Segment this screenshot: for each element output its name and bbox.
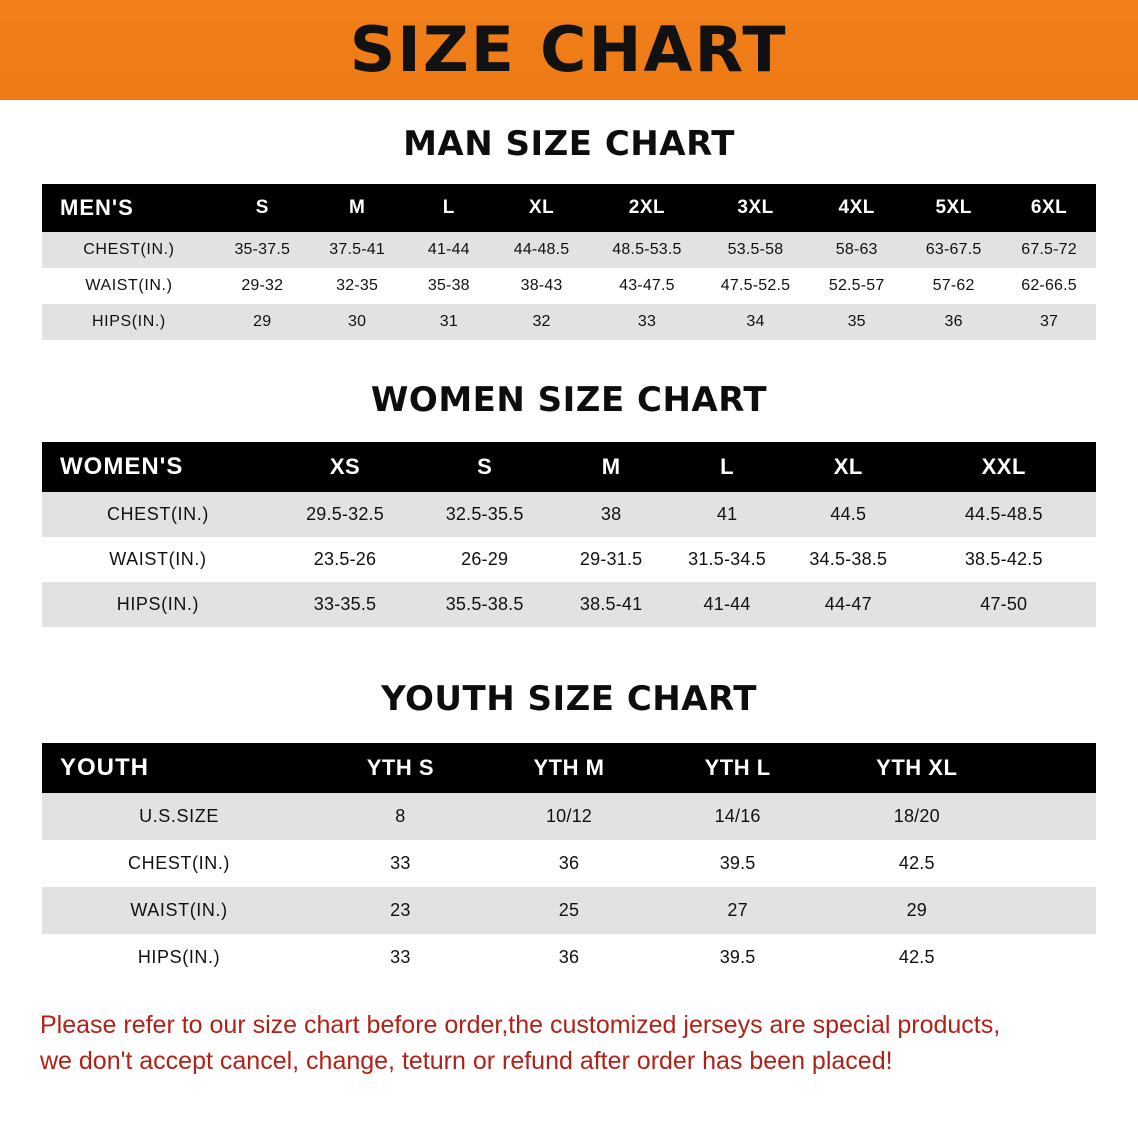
youth-header-cell: YTH L bbox=[704, 755, 771, 780]
table-cell: 37 bbox=[1039, 313, 1059, 330]
table-cell: 32-35 bbox=[336, 277, 379, 294]
women-table-wrap bbox=[0, 442, 1138, 627]
man-header-cell: L bbox=[442, 197, 455, 218]
youth-header-cell: YTH S bbox=[366, 755, 434, 780]
women-header-cell: XXL bbox=[981, 454, 1026, 479]
table-cell: 35 bbox=[847, 313, 866, 330]
man-header-cell: XL bbox=[528, 197, 555, 218]
youth-table-wrap bbox=[0, 743, 1138, 981]
table-cell: 29.5-32.5 bbox=[306, 504, 384, 524]
table-row bbox=[42, 232, 1096, 268]
man-section-title: MAN SIZE CHART bbox=[403, 124, 735, 164]
table-cell: 36 bbox=[944, 313, 963, 330]
table-cell: 25 bbox=[558, 900, 580, 920]
women-header-cell: XS bbox=[329, 454, 361, 479]
table-cell: 34.5-38.5 bbox=[809, 549, 888, 569]
table-cell: 41 bbox=[716, 504, 738, 524]
youth-size-table bbox=[42, 743, 1096, 981]
man-header-cell: 5XL bbox=[935, 197, 972, 218]
table-cell-spacer bbox=[1012, 887, 1096, 934]
table-cell: 38.5-42.5 bbox=[964, 549, 1043, 569]
table-cell: 67.5-72 bbox=[1021, 241, 1077, 258]
youth-header-cell: YOUTH bbox=[60, 754, 149, 781]
women-size-table bbox=[42, 442, 1096, 627]
table-cell-spacer bbox=[1012, 840, 1096, 887]
youth-section-title: YOUTH SIZE CHART bbox=[381, 679, 757, 719]
man-header-cell: 4XL bbox=[838, 197, 875, 218]
table-cell: 27 bbox=[727, 900, 748, 920]
table-row bbox=[42, 492, 1096, 537]
row-label: CHEST(IN.) bbox=[128, 853, 231, 873]
row-label: WAIST(IN.) bbox=[109, 549, 207, 569]
table-row bbox=[42, 268, 1096, 304]
table-cell: 63-67.5 bbox=[925, 241, 982, 258]
table-cell: 41-44 bbox=[427, 241, 470, 258]
table-row bbox=[42, 887, 1096, 934]
table-cell: 35-38 bbox=[427, 277, 470, 294]
row-label: CHEST(IN.) bbox=[106, 504, 209, 524]
table-cell: 29 bbox=[253, 313, 272, 330]
man-header-cell: 3XL bbox=[737, 197, 774, 218]
table-row bbox=[42, 304, 1096, 340]
table-cell: 33-35.5 bbox=[313, 594, 377, 614]
table-cell: 48.5-53.5 bbox=[612, 241, 682, 258]
man-header-cell: S bbox=[255, 197, 269, 218]
table-cell: 38.5-41 bbox=[579, 594, 643, 614]
page-title: SIZE CHART bbox=[350, 13, 788, 86]
table-cell: 29-32 bbox=[241, 277, 284, 294]
table-cell: 39.5 bbox=[719, 947, 756, 967]
table-cell: 35.5-38.5 bbox=[445, 594, 524, 614]
man-header-cell: MEN'S bbox=[60, 195, 134, 220]
youth-table-header-row bbox=[42, 743, 1096, 793]
table-cell: 23 bbox=[390, 900, 411, 920]
table-row bbox=[42, 934, 1096, 981]
table-row bbox=[42, 793, 1096, 840]
table-row bbox=[42, 537, 1096, 582]
table-cell: 33 bbox=[390, 947, 411, 967]
table-cell: 18/20 bbox=[893, 806, 940, 826]
table-cell: 29 bbox=[906, 900, 927, 920]
row-label: CHEST(IN.) bbox=[83, 241, 175, 258]
table-cell: 36 bbox=[558, 947, 580, 967]
table-cell: 33 bbox=[637, 313, 657, 330]
table-cell: 47-50 bbox=[980, 594, 1028, 614]
table-cell-spacer bbox=[1012, 793, 1096, 840]
table-cell: 23.5-26 bbox=[313, 549, 377, 569]
women-header-cell: S bbox=[477, 454, 493, 479]
table-cell: 39.5 bbox=[719, 853, 756, 873]
table-cell: 41-44 bbox=[703, 594, 751, 614]
row-label: HIPS(IN.) bbox=[92, 313, 166, 330]
youth-header-cell: YTH M bbox=[533, 755, 605, 780]
table-cell: 14/16 bbox=[714, 806, 761, 826]
row-label: WAIST(IN.) bbox=[130, 900, 228, 920]
table-cell: 38 bbox=[600, 504, 622, 524]
table-row bbox=[42, 582, 1096, 627]
women-header-cell: WOMEN'S bbox=[60, 453, 184, 480]
table-cell: 38-43 bbox=[520, 277, 563, 294]
table-cell: 26-29 bbox=[461, 549, 509, 569]
man-header-cell: 2XL bbox=[628, 197, 666, 218]
table-cell: 62-66.5 bbox=[1021, 277, 1077, 294]
table-cell-spacer bbox=[1012, 934, 1096, 981]
table-cell: 43-47.5 bbox=[619, 277, 675, 294]
row-label: WAIST(IN.) bbox=[85, 277, 173, 294]
man-table-wrap bbox=[0, 184, 1138, 340]
table-cell: 36 bbox=[558, 853, 580, 873]
man-table-header-row bbox=[42, 184, 1096, 232]
table-cell: 31.5-34.5 bbox=[688, 549, 767, 569]
man-header-cell: M bbox=[348, 197, 366, 218]
table-cell: 29-31.5 bbox=[579, 549, 643, 569]
disclaimer-line-2: we don't accept cancel, change, teturn or refund after order has been placed! bbox=[40, 1047, 893, 1076]
women-table-header-row bbox=[42, 442, 1096, 492]
table-cell: 8 bbox=[395, 806, 406, 826]
women-section-title: WOMEN SIZE CHART bbox=[370, 380, 768, 420]
row-label: U.S.SIZE bbox=[139, 806, 219, 826]
women-header-cell: XL bbox=[833, 454, 863, 479]
table-row bbox=[42, 840, 1096, 887]
table-cell: 37.5-41 bbox=[329, 241, 385, 258]
table-cell: 44.5-48.5 bbox=[964, 504, 1043, 524]
table-cell: 33 bbox=[390, 853, 411, 873]
table-cell: 32 bbox=[532, 313, 551, 330]
table-cell: 58-63 bbox=[835, 241, 878, 258]
table-cell: 10/12 bbox=[545, 806, 592, 826]
man-header-cell: 6XL bbox=[1030, 197, 1068, 218]
row-label: HIPS(IN.) bbox=[116, 594, 200, 614]
table-cell: 31 bbox=[439, 313, 458, 330]
row-label: HIPS(IN.) bbox=[137, 947, 221, 967]
disclaimer-note bbox=[40, 1007, 1108, 1080]
table-cell: 30 bbox=[348, 313, 367, 330]
table-cell: 35-37.5 bbox=[234, 241, 291, 258]
table-cell: 42.5 bbox=[898, 947, 935, 967]
table-cell: 44-48.5 bbox=[513, 241, 570, 258]
table-cell: 34 bbox=[746, 313, 765, 330]
man-size-table bbox=[42, 184, 1096, 340]
page-banner bbox=[0, 0, 1138, 100]
youth-header-cell: YTH XL bbox=[876, 755, 958, 780]
women-header-cell: M bbox=[601, 454, 621, 479]
table-cell: 42.5 bbox=[898, 853, 935, 873]
disclaimer-line-1: Please refer to our size chart before order,the customized jerseys are special products, bbox=[40, 1011, 1001, 1039]
table-cell: 52.5-57 bbox=[828, 277, 885, 294]
table-cell: 47.5-52.5 bbox=[720, 277, 791, 294]
table-cell: 57-62 bbox=[932, 277, 975, 294]
table-cell: 53.5-58 bbox=[727, 241, 784, 258]
women-header-cell: L bbox=[720, 454, 735, 479]
table-cell: 32.5-35.5 bbox=[445, 504, 524, 524]
youth-header-spacer bbox=[1012, 743, 1096, 793]
table-cell: 44.5 bbox=[830, 504, 867, 524]
table-cell: 44-47 bbox=[824, 594, 872, 614]
